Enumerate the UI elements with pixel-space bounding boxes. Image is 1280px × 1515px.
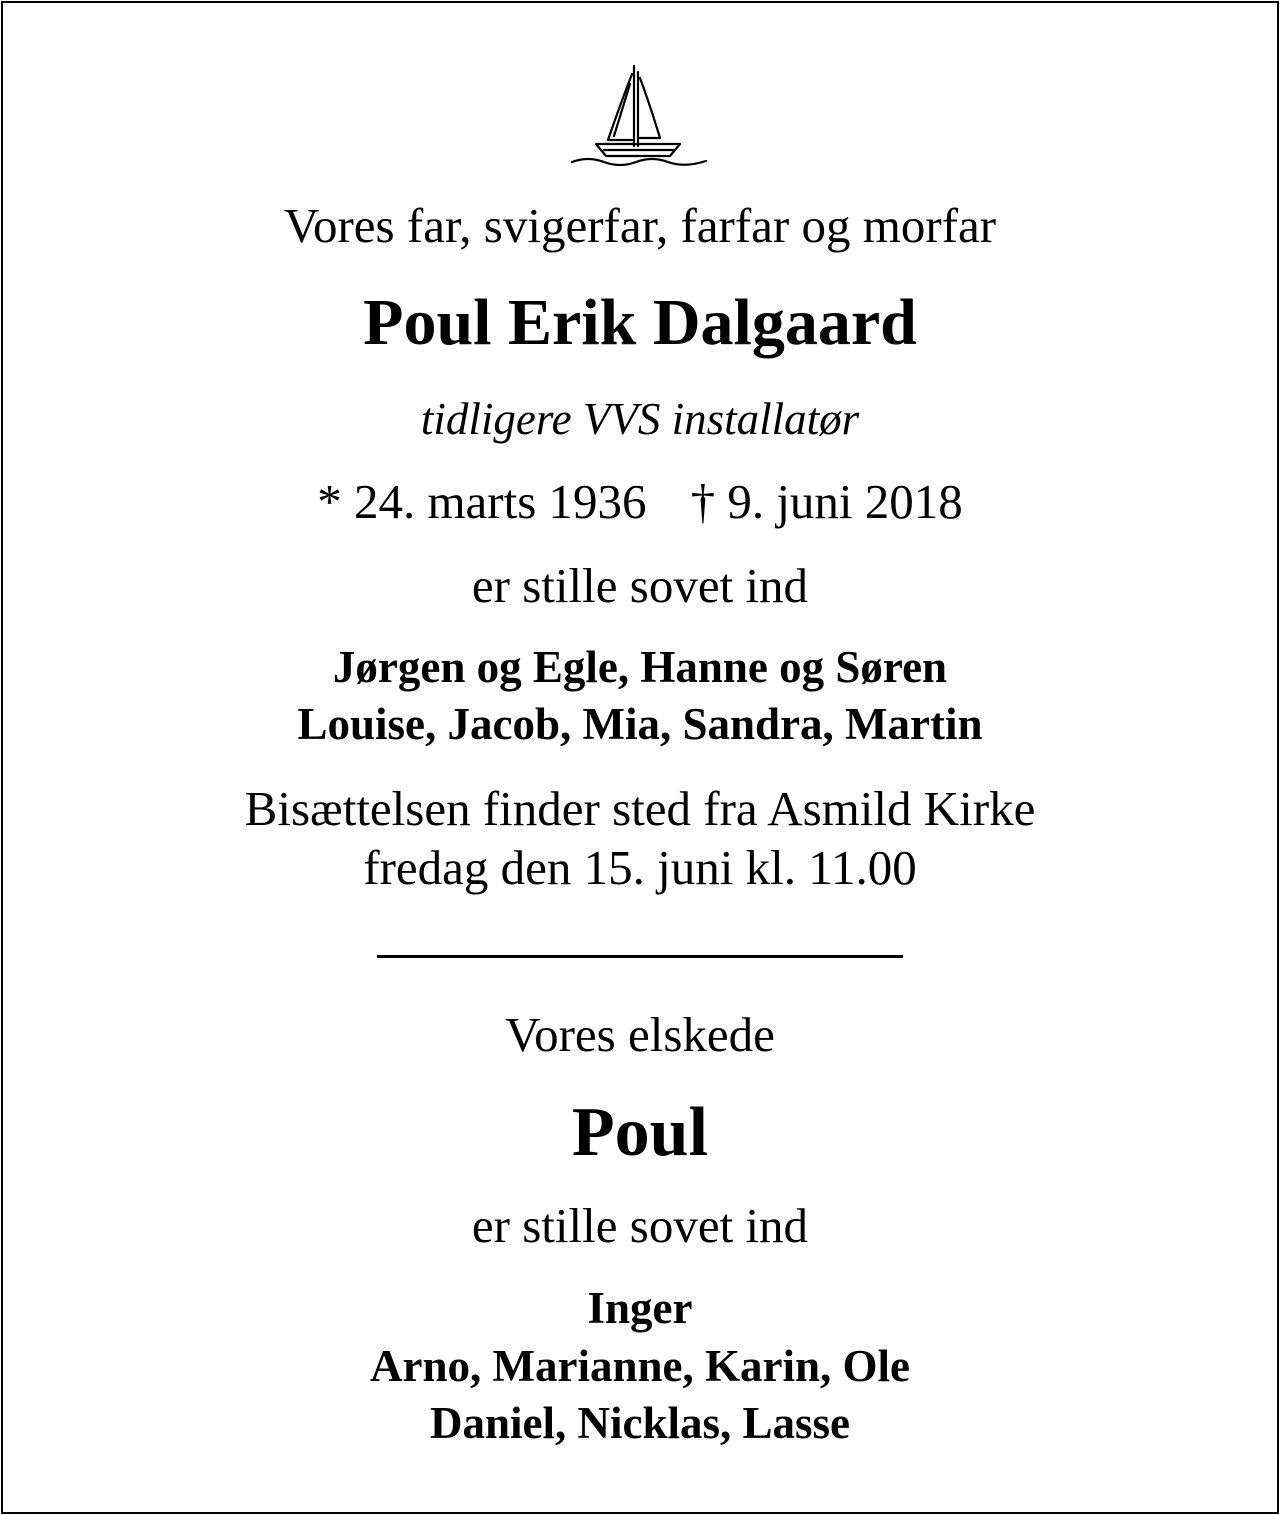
funeral-line-2: fredag den 15. juni kl. 11.00 [363, 840, 917, 895]
relation-line: Vores far, svigerfar, farfar og morfar [283, 198, 997, 253]
deceased-full-name: Poul Erik Dalgaard [363, 286, 917, 359]
status-line: er stille sovet ind [471, 558, 809, 613]
life-dates [0, 474, 1280, 529]
family-line-1: Jørgen og Egle, Hanne og Søren [332, 642, 948, 692]
spouse-name: Inger [587, 1283, 693, 1333]
family-line-4: Daniel, Nicklas, Lasse [429, 1398, 851, 1448]
deceased-occupation: tidligere VVS installatør [420, 394, 860, 444]
birth-date: * 24. marts 1936 [317, 474, 647, 529]
funeral-line-1: Bisættelsen finder sted fra Asmild Kirke [244, 781, 1036, 836]
deceased-first-name: Poul [571, 1094, 709, 1171]
second-intro: Vores elskede [505, 1007, 775, 1062]
death-date: † 9. juni 2018 [690, 474, 963, 529]
second-status-line: er stille sovet ind [471, 1198, 809, 1253]
family-line-3: Arno, Marianne, Karin, Ole [370, 1341, 910, 1391]
family-line-2: Louise, Jacob, Mia, Sandra, Martin [297, 699, 983, 749]
section-divider [377, 955, 903, 958]
sailboat-icon [568, 60, 712, 170]
